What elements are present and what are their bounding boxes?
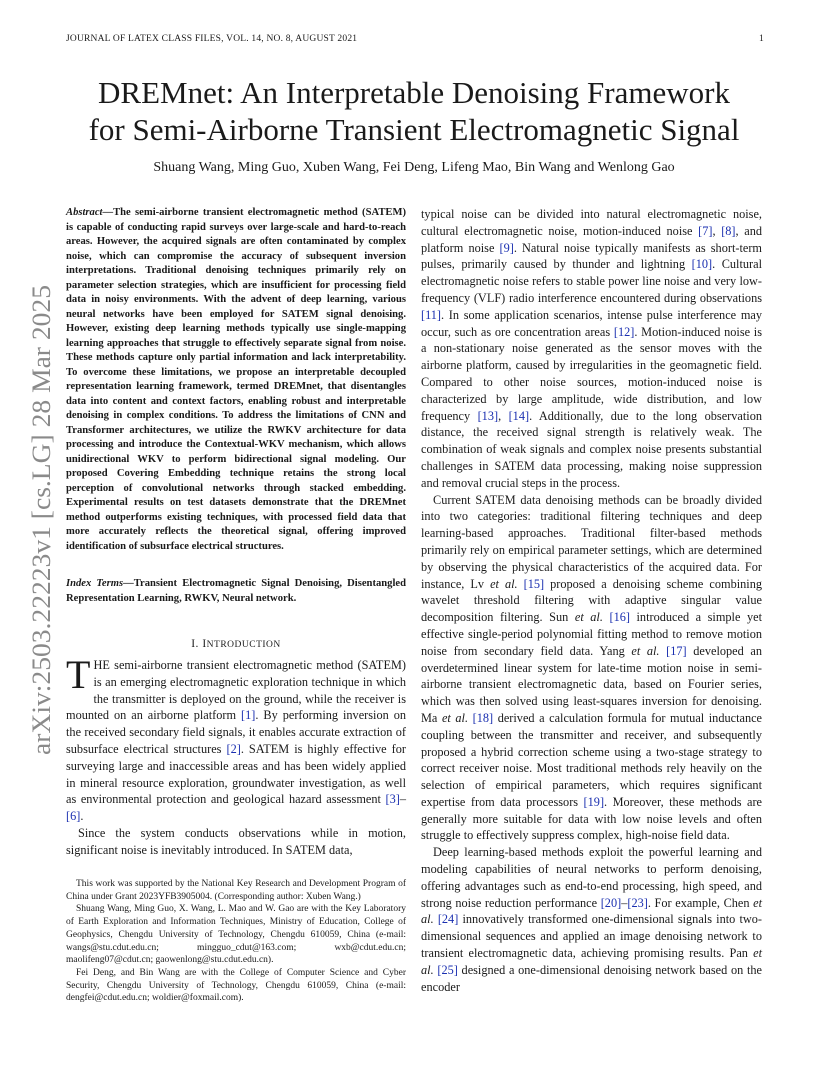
citation-link[interactable]: [9] <box>499 240 514 255</box>
index-terms <box>66 577 406 606</box>
body-text: . Natural noise typically manifests as short-term pulses, primarily caused by thunder and lightning <box>421 240 762 272</box>
intro-paragraph-1 <box>66 652 406 825</box>
intro-text: . <box>80 809 84 824</box>
footnote-affiliation-1: Shuang Wang, Ming Guo, X. Wang, L. Mao and W. Gao are with the Key Laboratory of Earth Exploration and Information Techniques, Ministry of Education, College of Geophysics, Chengdu University of Technology, Chengdu 610059, China (e-mail: wangs@stu.cdut.edu.cn; mingguo_cdut@163.com; wxb@cdut.edu.cn; maolifeng07@cdut.cn; gaowenlong@stu.cdut.edu.cn). <box>66 904 406 966</box>
author-list: Shuang Wang, Ming Guo, Xuben Wang, Fei Deng, Lifeng Mao, Bin Wang and Wenlong Gao <box>153 160 675 175</box>
citation-link[interactable]: [25] <box>437 962 458 977</box>
body-text: , <box>498 408 509 423</box>
citation-link[interactable]: [20] <box>600 895 622 910</box>
title-line-2: for Semi-Airborne Transient Electromagnetic Signal <box>88 112 740 147</box>
body-text: designed a one-dimensional denoising network based on the encoder <box>421 962 762 994</box>
citation-link[interactable]: [17] <box>666 643 687 658</box>
footnote-affiliation-2: Fei Deng, and Bin Wang are with the College of Computer Science and Cyber Security, Chengdu University of Technology, Chengdu 610059, China (e-mail: dengfei@cdut.edu.cn; woldier@foxmail.com). <box>66 967 406 1004</box>
et-al: et al. <box>441 710 469 725</box>
body-text: . Cultural electromagnetic noise refers to stable power line noise and very low-frequency (VLF) radio interference encountered during observations <box>421 257 762 305</box>
running-header <box>66 34 764 44</box>
body-text: . Moreover, these methods are generally more suitable for data with low noise levels and often struggle to effectively suppress complex, high-noise field data. <box>421 794 762 843</box>
body-text: developed an overdetermined linear system for late-time motion noise in semi-airborne transient electromagnetic data, based on Fourier series, which was then solved using least-squares inversion for denoising. Ma <box>421 643 762 725</box>
index-terms-label: Index Terms <box>66 578 124 589</box>
title-line-1: DREMnet: An Interpretable Denoising Framework <box>98 75 730 110</box>
citation-link[interactable]: [23] <box>627 895 648 910</box>
index-terms-text: —Transient Electromagnetic Signal Denoising, Disentangled Representation Learning, RWKV, Neural network. <box>66 578 406 604</box>
body-text: , <box>712 223 722 238</box>
intro-text: – <box>399 792 406 807</box>
body-text: derived a calculation formula for mutual inductance coupling between the transmitter and receiver, and subsequently proposed a hybrid correction scheme using a two-stage strategy to correct receiver noise. Most traditional methods rely heavily on the selection of empirical parameters, which requires significant expertise from data processors <box>421 710 763 809</box>
abstract-text: —The semi-airborne transient electromagnetic method (SATEM) is capable of conducting rapid surveys over large-scale and hard-to-reach areas. However, the acquired signals are often contaminated by complex noise, which can compromise the accuracy of subsequent inversion interpretations. Traditional denoising techniques primarily rely on parameter selection strategies, which are insufficient for processing field data in noisy environments. With the advent of deep learning, various neural networks have been employed for SATEM signal denoising. However, existing deep learning methods typically use single-mapping learning approaches that struggle to effectively separate signal from noise. These methods capture only partial information and lack interpretability. To overcome these limitations, we propose an interpretable decoupled representation learning framework, termed DREMnet, that disentangles data into content and context factors, enabling robust and interpretable denoising in complex conditions. To address the limitations of CNN and Transformer architectures, we utilize the RWKV architecture for data processing and introduce the Contextual-WKV mechanism, which allows unidirectional WKV to perform bidirectional signal modeling. Our proposed Covering Embedding technique retains the strong local perception of convolutional networks through stacked embedding. Experimental results on test datasets demonstrate that the DREMnet method outperforms existing techniques, with processed field data that more accurately reflects the theoretical signal, offering improved identification of subsurface electrical structures. <box>66 207 406 552</box>
et-al: et al. <box>421 895 763 927</box>
page-number: 1 <box>759 34 764 44</box>
citation-link[interactable]: [18] <box>472 710 494 725</box>
arxiv-stamp <box>20 285 60 755</box>
et-al: et al. <box>421 946 762 977</box>
citation-link[interactable]: [7] <box>698 223 713 238</box>
body-text: Deep learning-based methods exploit the powerful learning and modeling capabilities of neural networks to perform denoising, offering advantages such as end-to-end processing, high speed, and strong noise reduction performance <box>421 845 762 910</box>
right-paragraph-2 <box>421 492 762 845</box>
drop-cap: T <box>66 652 91 697</box>
body-text: . For example, Chen <box>647 895 754 910</box>
footnote-funding: This work was supported by the National Key Research and Development Program of China under Grant 2023YFB3905004. (Corresponding author: Xuben Wang.) <box>66 879 406 902</box>
arxiv-stamp-text: arXiv:2503.22223v1 [cs.LG] 28 Mar 2025 <box>27 311 56 755</box>
body-text: introduced a simple yet effective single-period polynomial fitting method to remove motion noise from secondary field data. Yang <box>421 610 762 658</box>
body-text: innovatively transformed one-dimensional signals into two-dimensional sequences and applied an image denoising network to transient electromagnetic data, achieving promising results. Pan <box>421 912 762 961</box>
body-text: Current SATEM data denoising methods can be broadly divided into two categories: traditional filtering techniques and deep learning-based approaches. Traditional filter-based methods primarily rely on empirical parameter settings, which are determined by observing the physical characteristics of the acquired data. For instance, Lv <box>421 492 762 591</box>
section-numeral: I. <box>191 638 203 650</box>
citation-link[interactable]: [3] <box>385 792 400 807</box>
citation-link[interactable]: [1] <box>241 708 256 723</box>
intro-text: . SATEM is highly effective for surveying large and inaccessible areas and has been widely applied in mineral resource exploration, groundwater investigation, as well as environmental protection and geological hazard assessment <box>66 741 406 807</box>
et-al: et al. <box>574 610 603 625</box>
citation-link[interactable]: [12] <box>613 324 635 339</box>
body-text: . In some application scenarios, intense pulse interference may occur, such as ore concentration areas <box>421 307 762 339</box>
body-text: proposed a denoising scheme combining wavelet threshold filtering with adaptive singular value decomposition filtering. Sun <box>421 576 763 625</box>
citation-link[interactable]: [24] <box>437 912 459 927</box>
section-heading <box>66 638 406 650</box>
arxiv-stamp-svg <box>20 285 60 755</box>
citation-link[interactable]: [14] <box>508 408 530 423</box>
intro-text: . By performing inversion on the received secondary field signals, it enables accurate extraction of subsurface electrical structures <box>66 708 406 756</box>
citation-link[interactable]: [10] <box>691 257 713 272</box>
intro-text: HE semi-airborne transient electromagnetic method (SATEM) is an emerging electromagnetic exploration technique in which the transmitter is deployed on the ground, while the receiver is mounted on an airborne platform <box>66 658 406 723</box>
citation-link[interactable]: [11] <box>421 307 442 322</box>
abstract-label: Abstract <box>66 207 103 218</box>
citation-link[interactable]: [2] <box>226 741 241 756</box>
citation-link[interactable]: [15] <box>523 576 545 591</box>
body-text: . Additionally, due to the long observation distance, the received signal strength is relatively weak. The combination of weak signals and complex noise presents substantial challenges in SATEM data processing, making noise suppression and removal crucial steps in the process. <box>421 408 762 490</box>
intro-body <box>66 652 406 859</box>
section-initial: I <box>202 638 207 650</box>
citation-link[interactable]: [16] <box>609 610 630 625</box>
et-al: et al. <box>490 576 518 591</box>
right-paragraph-1 <box>421 206 762 492</box>
paper-title <box>40 74 788 148</box>
footnotes <box>66 878 406 1005</box>
citation-link[interactable]: [19] <box>583 794 605 809</box>
citation-link[interactable]: [8] <box>721 223 736 238</box>
intro-paragraph-2: Since the system conducts observations while in motion, significant noise is inevitably introduced. In SATEM data, <box>66 825 406 857</box>
body-text: . Motion-induced noise is a non-stationary noise generated as the sensor moves with the airborne platform, caused by irregularities in the geomagnetic field. Compared to other noise sources, motion-induced noise is characterized by large amplitude, wide distribution, and low frequency <box>421 324 762 423</box>
citation-link[interactable]: [13] <box>477 408 499 423</box>
body-text: typical noise can be divided into natural electromagnetic noise, cultural electromagnetic noise, motion-induced noise <box>421 207 762 238</box>
section-rest: NTRODUCTION <box>206 640 281 650</box>
et-al: et al. <box>631 643 660 658</box>
journal-name: JOURNAL OF LATEX CLASS FILES, VOL. 14, NO. 8, AUGUST 2021 <box>66 34 358 44</box>
body-text: – <box>621 895 628 910</box>
citation-link[interactable]: [6] <box>66 809 81 824</box>
body-text: , and platform noise <box>421 223 762 255</box>
right-column-body <box>421 206 762 995</box>
right-paragraph-3 <box>421 844 762 995</box>
abstract <box>66 206 406 554</box>
